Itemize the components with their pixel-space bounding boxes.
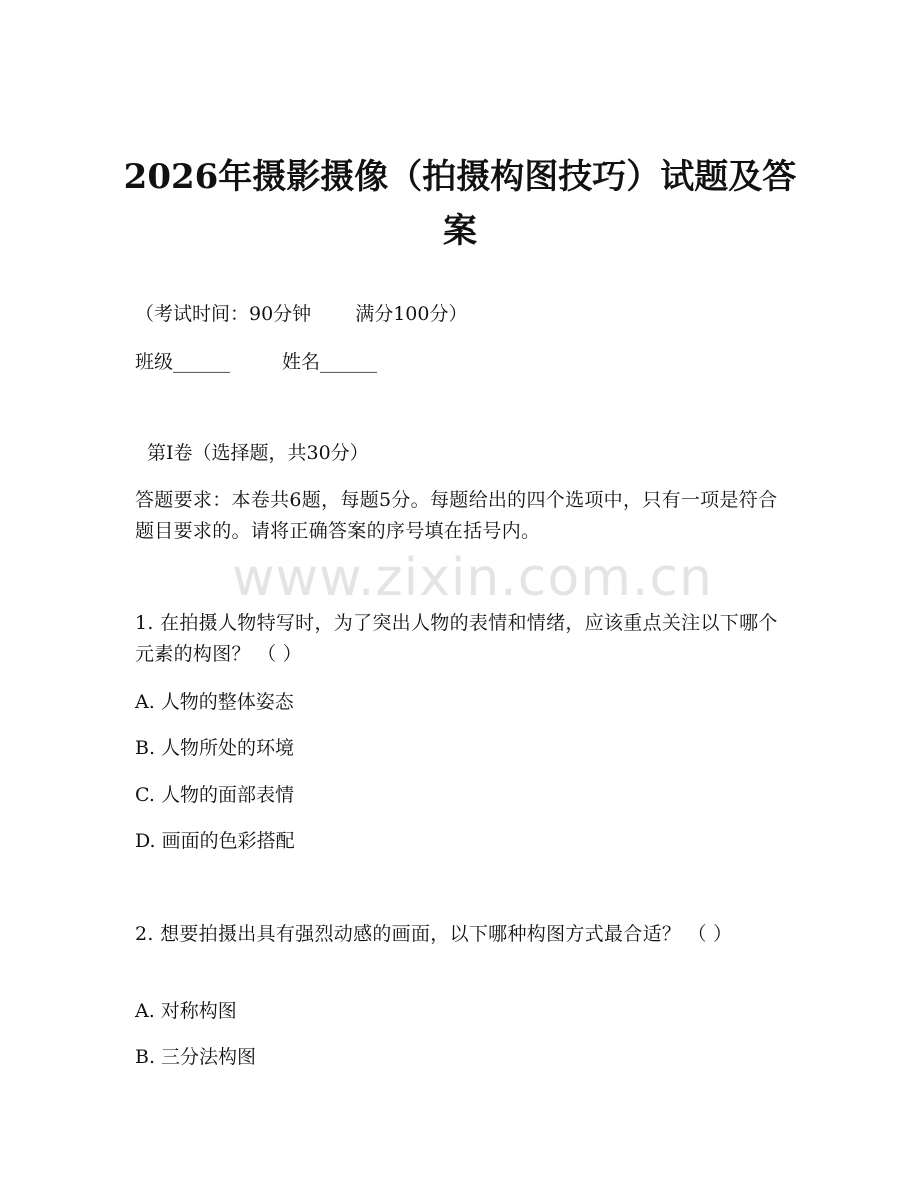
question-1-option-c: C. 人物的面部表情: [135, 784, 294, 806]
name-field: 姓名______: [282, 351, 378, 373]
question-2-stem: 2. 想要拍摄出具有强烈动感的画面，以下哪种构图方式最合适？ （ ）: [135, 923, 733, 945]
section-instructions: 答题要求：本卷共6题，每题5分。每题给出的四个选项中，只有一项是符合题目要求的。请将正确答案的序号填在括号内。: [135, 489, 778, 542]
class-field: 班级______: [135, 351, 231, 373]
question-1-option-d: D. 画面的色彩搭配: [135, 830, 295, 852]
section-heading: 第I卷（选择题，共30分）: [147, 442, 369, 464]
exam-info: [135, 300, 467, 328]
question-2-option-b: B. 三分法构图: [135, 1046, 257, 1068]
watermark: www.zixin.com.cn: [232, 548, 713, 608]
exam-time: （考试时间：90分钟: [135, 303, 312, 325]
student-fields: [135, 348, 377, 376]
document-title: 2026年摄影摄像（拍摄构图技巧）试题及答案: [123, 157, 797, 251]
exam-score: 满分100分）: [355, 303, 468, 325]
question-2-option-a: A. 对称构图: [135, 1000, 237, 1022]
question-1-stem: 1. 在拍摄人物特写时，为了突出人物的表情和情绪，应该重点关注以下哪个元素的构图？ （ ）: [135, 612, 778, 665]
question-1-option-a: A. 人物的整体姿态: [135, 691, 294, 713]
question-1-option-b: B. 人物所处的环境: [135, 737, 295, 759]
